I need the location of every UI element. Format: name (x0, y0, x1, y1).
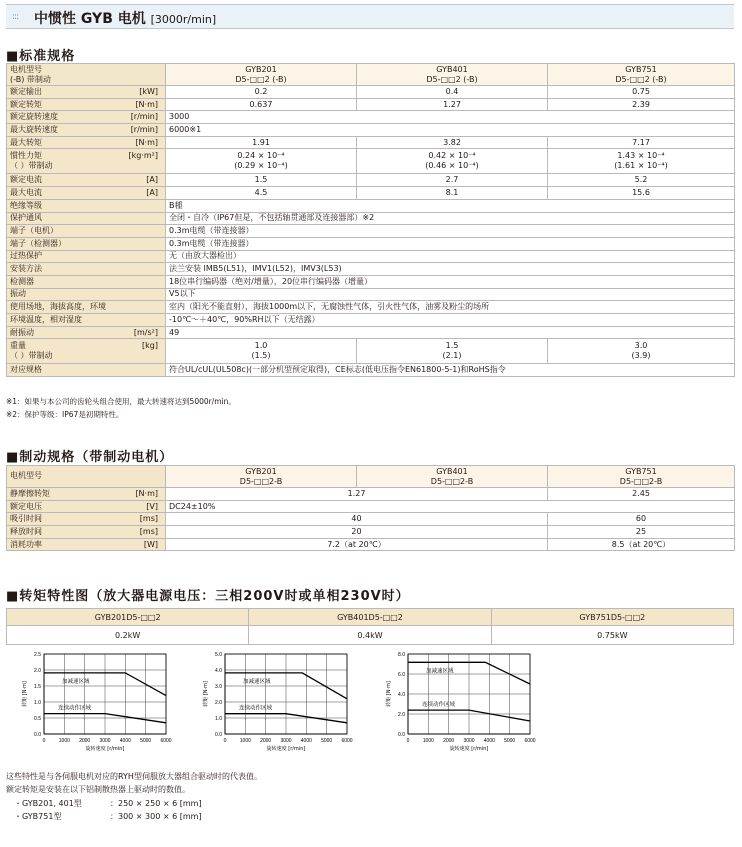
footer-line-2: 额定转矩是安装在以下铝制散热器上驱动时的数值。 (6, 785, 190, 794)
note-2: ※2：保护等级：IP67是初期特性。 (6, 410, 124, 419)
std-row (7, 86, 735, 99)
brake-model-2: GYB401 D5-□□2-B (357, 466, 548, 488)
std-row (7, 288, 735, 301)
brake-row (7, 526, 735, 539)
std-model-2: GYB401 D5-□□2 (-B) (357, 64, 548, 86)
brake-value-201-401: 1.27 (166, 488, 548, 501)
y-tick-label: 1.0 (215, 716, 222, 722)
brake-spec-table (6, 465, 735, 551)
std-row-value: V5以下 (166, 288, 735, 301)
x-tick-label: 6000 (341, 738, 353, 744)
page-title: 中惯性 GYB 电机 [3000r/min] (34, 11, 217, 27)
std-row-value: B種 (166, 199, 735, 212)
std-row (7, 364, 735, 377)
y-axis-label: 转矩 [N·m] (203, 681, 209, 707)
x-tick-label: 4000 (300, 738, 312, 744)
std-row-label: 额定转矩 [N·m] (7, 98, 166, 111)
x-tick-label: 5000 (321, 738, 333, 744)
std-cell: 8.1 (357, 187, 548, 200)
std-row-value: 0.3m电缆（带连接器） (166, 225, 735, 238)
x-tick-label: 5000 (504, 738, 516, 744)
brake-value-751: 60 (548, 513, 735, 526)
std-cell: 3.0 (3.9) (548, 339, 735, 364)
torque-model-2: GYB401D5-□□2 (249, 609, 491, 626)
note-1: ※1：如果与本公司的齿轮头组合使用，最大转速将达到5000r/min。 (6, 397, 236, 406)
std-row (7, 301, 735, 314)
x-tick-label: 0 (406, 738, 410, 744)
y-tick-label: 2.0 (398, 712, 405, 718)
std-row-value: 全闭・自冷（IP67但是，不包括轴贯通部及连接器部）※2 (166, 212, 735, 225)
std-row (7, 237, 735, 250)
brake-value-201-401: 20 (166, 526, 548, 539)
y-tick-label: 2.5 (34, 652, 41, 658)
std-cell: 0.637 (166, 98, 357, 111)
std-row (7, 225, 735, 238)
brake-row-label: 释放时间 [ms] (7, 526, 166, 539)
std-row (7, 136, 735, 149)
std-cell: 15.6 (548, 187, 735, 200)
std-cell: 0.42 × 10⁻⁴ (0.46 × 10⁻⁴) (357, 149, 548, 174)
torque-chart-gyb751 (378, 648, 543, 760)
x-tick-label: 3000 (463, 738, 475, 744)
std-row-label: 安装方法 (7, 263, 166, 276)
std-cell: 7.17 (548, 136, 735, 149)
y-tick-label: 1.0 (34, 700, 41, 706)
brake-row (7, 500, 735, 513)
std-row-value: 法兰安装 IMB5(L51)，IMV1(L52)，IMV3(L53) (166, 263, 735, 276)
x-tick-label: 2000 (443, 738, 455, 744)
x-tick-label: 4000 (119, 738, 131, 744)
accel-zone-label: 加减速区域 (243, 678, 271, 685)
std-cell: 1.91 (166, 136, 357, 149)
std-row-label: 端子（电机） (7, 225, 166, 238)
torque-power-3: 0.75kW (491, 626, 733, 645)
x-axis-label: 旋转速度 [r/min] (449, 746, 489, 752)
std-row-label: 检测器 (7, 275, 166, 288)
footer-item-2: ・GYB751型 ：300 × 300 × 6 [mm] (14, 812, 202, 821)
y-tick-label: 6.0 (398, 672, 405, 678)
continuous-zone-label: 连续动作区域 (239, 705, 273, 712)
x-tick-label: 5000 (140, 738, 152, 744)
std-row (7, 174, 735, 187)
std-row-label: 最大电流 [A] (7, 187, 166, 200)
std-head-label: 电机型号 (-B) 带制动 (7, 64, 166, 86)
brake-row-label: 静摩擦转矩 [N·m] (7, 488, 166, 501)
std-cell: 5.2 (548, 174, 735, 187)
std-cell: 1.5 (2.1) (357, 339, 548, 364)
brake-row-label: 吸引时间 [ms] (7, 513, 166, 526)
accel-zone-label: 加减速区域 (426, 668, 454, 675)
y-axis-label: 转矩 [N·m] (22, 681, 28, 707)
std-cell: 2.7 (357, 174, 548, 187)
std-cell: 1.43 × 10⁻⁴ (1.61 × 10⁻⁴) (548, 149, 735, 174)
x-tick-label: 4000 (483, 738, 495, 744)
torque-model-3: GYB751D5-□□2 (491, 609, 733, 626)
std-row-label: 过热保护 (7, 250, 166, 263)
std-row-value: 6000※1 (166, 124, 735, 137)
std-row-label: 对应规格 (7, 364, 166, 377)
std-row-label: 端子（检测器） (7, 237, 166, 250)
std-cell: 3.82 (357, 136, 548, 149)
std-cell: 1.5 (166, 174, 357, 187)
std-model-1: GYB201 D5-□□2 (-B) (166, 64, 357, 86)
std-row (7, 187, 735, 200)
std-cell: 0.75 (548, 86, 735, 99)
std-cell: 1.0 (1.5) (166, 339, 357, 364)
std-row-label: 环境温度，相对湿度 (7, 314, 166, 327)
y-tick-label: 2.0 (215, 700, 222, 706)
std-row-value: -10℃～＋40℃，90%RH以下（无结露） (166, 314, 735, 327)
std-row (7, 314, 735, 327)
brake-model-1: GYB201 D5-□□2-B (166, 466, 357, 488)
std-row-value: 符合UL/cUL(UL508c)(一部分机型预定取得)，CE标志(低电压指令EN61800-5-1)和RoHS指令 (166, 364, 735, 377)
brake-value-201-401: 40 (166, 513, 548, 526)
std-spec-table (6, 63, 735, 377)
torque-model-table (6, 608, 734, 645)
std-row-value: 3000 (166, 111, 735, 124)
std-row-value: 49 (166, 326, 735, 339)
std-row-label: 额定输出 [kW] (7, 86, 166, 99)
x-tick-label: 2000 (260, 738, 272, 744)
footer-item-1: ・GYB201, 401型 ：250 × 250 × 6 [mm] (14, 799, 202, 808)
std-row-label: 耐振动 [m/s²] (7, 326, 166, 339)
torque-chart-gyb401 (195, 648, 360, 760)
x-axis-label: 旋转速度 [r/min] (85, 746, 125, 752)
x-tick-label: 1000 (58, 738, 70, 744)
x-tick-label: 3000 (99, 738, 111, 744)
std-row (7, 111, 735, 124)
brake-model-3: GYB751 D5-□□2-B (548, 466, 735, 488)
std-row (7, 250, 735, 263)
grid-icon: ::: (12, 12, 19, 22)
y-tick-label: 0.0 (34, 732, 41, 738)
brake-spec-heading: ■制动规格（带制动电机） (6, 450, 174, 465)
torque-chart-gyb201 (14, 648, 179, 760)
std-row-label: 绝缘等级 (7, 199, 166, 212)
brake-value-751: 2.45 (548, 488, 735, 501)
std-row-value: 无（由放大器检出） (166, 250, 735, 263)
page-title-bar (6, 4, 734, 29)
x-tick-label: 0 (42, 738, 46, 744)
y-tick-label: 0.0 (398, 732, 405, 738)
x-tick-label: 0 (223, 738, 227, 744)
std-row (7, 263, 735, 276)
std-cell: 1.27 (357, 98, 548, 111)
std-row-value: 室内（阳光不能直射），海拔1000m以下，无腐蚀性气体，引火性气体，油雾及粉尘的场所 (166, 301, 735, 314)
continuous-zone-label: 连续动作区域 (58, 705, 92, 712)
std-model-3: GYB751 D5-□□2 (-B) (548, 64, 735, 86)
std-row-label: 额定旋转速度 [r/min] (7, 111, 166, 124)
std-row (7, 339, 735, 364)
y-tick-label: 0.0 (215, 732, 222, 738)
x-tick-label: 6000 (160, 738, 172, 744)
x-tick-label: 6000 (524, 738, 536, 744)
std-row (7, 124, 735, 137)
std-row (7, 199, 735, 212)
continuous-zone-label: 连续动作区域 (422, 702, 456, 709)
brake-row-label: 消耗功率 [W] (7, 538, 166, 551)
std-row-label: 最大旋转速度 [r/min] (7, 124, 166, 137)
std-cell: 2.39 (548, 98, 735, 111)
std-row-label: 使用场地，海拔高度，环境 (7, 301, 166, 314)
x-tick-label: 2000 (79, 738, 91, 744)
std-row-label: 振动 (7, 288, 166, 301)
std-cell: 4.5 (166, 187, 357, 200)
torque-model-1: GYB201D5-□□2 (7, 609, 249, 626)
std-row-label: 保护通风 (7, 212, 166, 225)
std-cell: 0.24 × 10⁻⁴ (0.29 × 10⁻⁴) (166, 149, 357, 174)
brake-row (7, 513, 735, 526)
brake-row-value: DC24±10% (166, 500, 735, 513)
y-tick-label: 1.5 (34, 684, 41, 690)
x-axis-label: 旋转速度 [r/min] (266, 746, 306, 752)
x-tick-label: 3000 (280, 738, 292, 744)
y-tick-label: 0.5 (34, 716, 41, 722)
footer-line-1: 这些特性是与各伺服电机对应的RYH型伺服放大器组合驱动时的代表值。 (6, 772, 262, 781)
brake-head-label: 电机型号 (7, 466, 166, 488)
std-row-value: 0.3m电缆（带连接器） (166, 237, 735, 250)
std-cell: 0.2 (166, 86, 357, 99)
std-row-label: 惯性力矩 [kg·m²] （ ）带制动 (7, 149, 166, 174)
y-tick-label: 5.0 (215, 652, 222, 658)
brake-value-201-401: 7.2（at 20℃） (166, 538, 548, 551)
y-tick-label: 3.0 (215, 684, 222, 690)
y-tick-label: 2.0 (34, 668, 41, 674)
std-row (7, 212, 735, 225)
std-row-label: 额定电流 [A] (7, 174, 166, 187)
std-row-label: 最大转矩 [N·m] (7, 136, 166, 149)
brake-value-751: 25 (548, 526, 735, 539)
brake-row (7, 488, 735, 501)
y-tick-label: 4.0 (215, 668, 222, 674)
torque-heading: ■转矩特性图（放大器电源电压：三相200V时或单相230V时） (6, 589, 410, 604)
std-spec-heading: ■标准规格 (6, 49, 76, 64)
std-row (7, 98, 735, 111)
std-row (7, 275, 735, 288)
brake-row (7, 538, 735, 551)
std-row (7, 149, 735, 174)
x-tick-label: 1000 (239, 738, 251, 744)
std-cell: 0.4 (357, 86, 548, 99)
torque-power-2: 0.4kW (249, 626, 491, 645)
y-tick-label: 4.0 (398, 692, 405, 698)
brake-value-751: 8.5（at 20℃） (548, 538, 735, 551)
x-tick-label: 1000 (422, 738, 434, 744)
torque-power-1: 0.2kW (7, 626, 249, 645)
y-axis-label: 转矩 [N·m] (386, 681, 392, 707)
std-row-label: 重量 [kg] （ ）带制动 (7, 339, 166, 364)
y-tick-label: 8.0 (398, 652, 405, 658)
accel-zone-label: 加减速区域 (62, 678, 90, 685)
std-row-value: 18位串行编码器（绝对/增量），20位串行编码器（增量） (166, 275, 735, 288)
brake-row-label: 额定电压 [V] (7, 500, 166, 513)
std-row (7, 326, 735, 339)
